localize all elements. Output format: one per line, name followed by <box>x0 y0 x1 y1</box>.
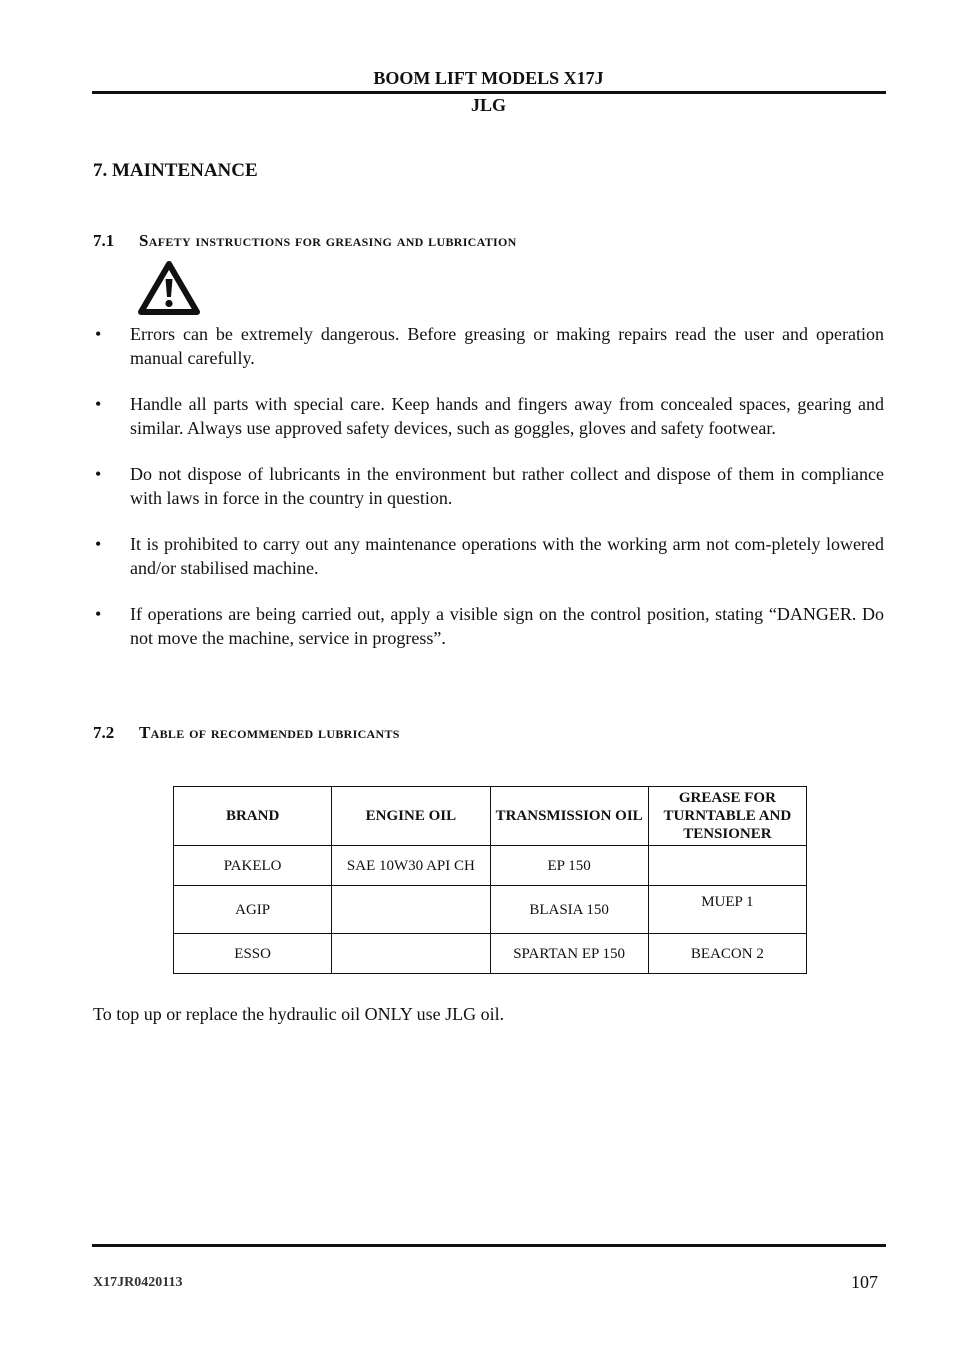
lubricants-table <box>173 786 807 974</box>
table-header-row <box>174 787 807 846</box>
bullet-text: It is prohibited to carry out any maintenance operations with the working arm not com-pletely lowered and/or stabilised machine. <box>130 534 884 578</box>
section-1-heading <box>93 231 517 251</box>
table-row <box>174 846 807 886</box>
list-item <box>93 533 884 580</box>
hydraulic-oil-note: To top up or replace the hydraulic oil ONLY use JLG oil. <box>93 1004 505 1024</box>
table-cell <box>332 886 490 934</box>
table-cell: SAE 10W30 API CH <box>332 846 490 886</box>
list-item <box>93 323 884 370</box>
table-cell <box>648 846 806 886</box>
footer-rule <box>92 1244 886 1247</box>
table-row <box>174 886 807 934</box>
list-item <box>93 463 884 510</box>
table-cell: SPARTAN EP 150 <box>490 934 648 974</box>
table-cell: BEACON 2 <box>648 934 806 974</box>
section-1-title: Safety instructions for greasing and lubrication <box>139 231 517 250</box>
table-cell: PAKELO <box>174 846 332 886</box>
safety-bullet-list <box>93 323 884 673</box>
list-item <box>93 603 884 650</box>
section-2-heading <box>93 723 400 743</box>
chapter-title: 7. MAINTENANCE <box>93 160 258 181</box>
table-cell: MUEP 1 <box>648 886 806 934</box>
bullet-marker: • <box>95 604 102 624</box>
section-1-number: 7.1 <box>93 231 115 250</box>
column-header-transmission-oil: TRANSMISSION OIL <box>490 787 648 846</box>
column-header-grease: GREASE FOR TURNTABLE AND TENSIONER <box>648 787 806 846</box>
column-header-brand: BRAND <box>174 787 332 846</box>
page-number: 107 <box>851 1272 878 1292</box>
warning-triangle-exclamation-icon <box>137 260 201 316</box>
bullet-text: Errors can be extremely dangerous. Before greasing or making repairs read the user and operation manual carefully. <box>130 324 884 368</box>
table-row <box>174 934 807 974</box>
table-cell: ESSO <box>174 934 332 974</box>
bullet-text: If operations are being carried out, apply a visible sign on the control position, stating “DANGER. Do not move the machine, service in progress”. <box>130 604 884 648</box>
bullet-marker: • <box>95 534 102 554</box>
bullet-text: Do not dispose of lubricants in the environment but rather collect and dispose of them in compliance with laws in force in the country in question. <box>130 464 884 508</box>
document-code: X17JR0420113 <box>93 1275 183 1290</box>
bullet-marker: • <box>95 464 102 484</box>
column-header-engine-oil: ENGINE OIL <box>332 787 490 846</box>
table-cell: EP 150 <box>490 846 648 886</box>
table-cell <box>332 934 490 974</box>
section-2-title: Table of recommended lubricants <box>139 723 400 742</box>
list-item <box>93 393 884 440</box>
section-2-number: 7.2 <box>93 723 115 742</box>
bullet-text: Handle all parts with special care. Keep hands and fingers away from concealed spaces, gearing and similar. Always use approved safety devices, such as goggles, gloves and safety footwear. <box>130 394 884 438</box>
header-title: BOOM LIFT MODELS X17J <box>373 68 604 88</box>
table-cell: BLASIA 150 <box>490 886 648 934</box>
bullet-marker: • <box>95 324 102 344</box>
header-subtitle: JLG <box>470 95 506 115</box>
header-rule <box>92 91 886 94</box>
table-cell: AGIP <box>174 886 332 934</box>
bullet-marker: • <box>95 394 102 414</box>
